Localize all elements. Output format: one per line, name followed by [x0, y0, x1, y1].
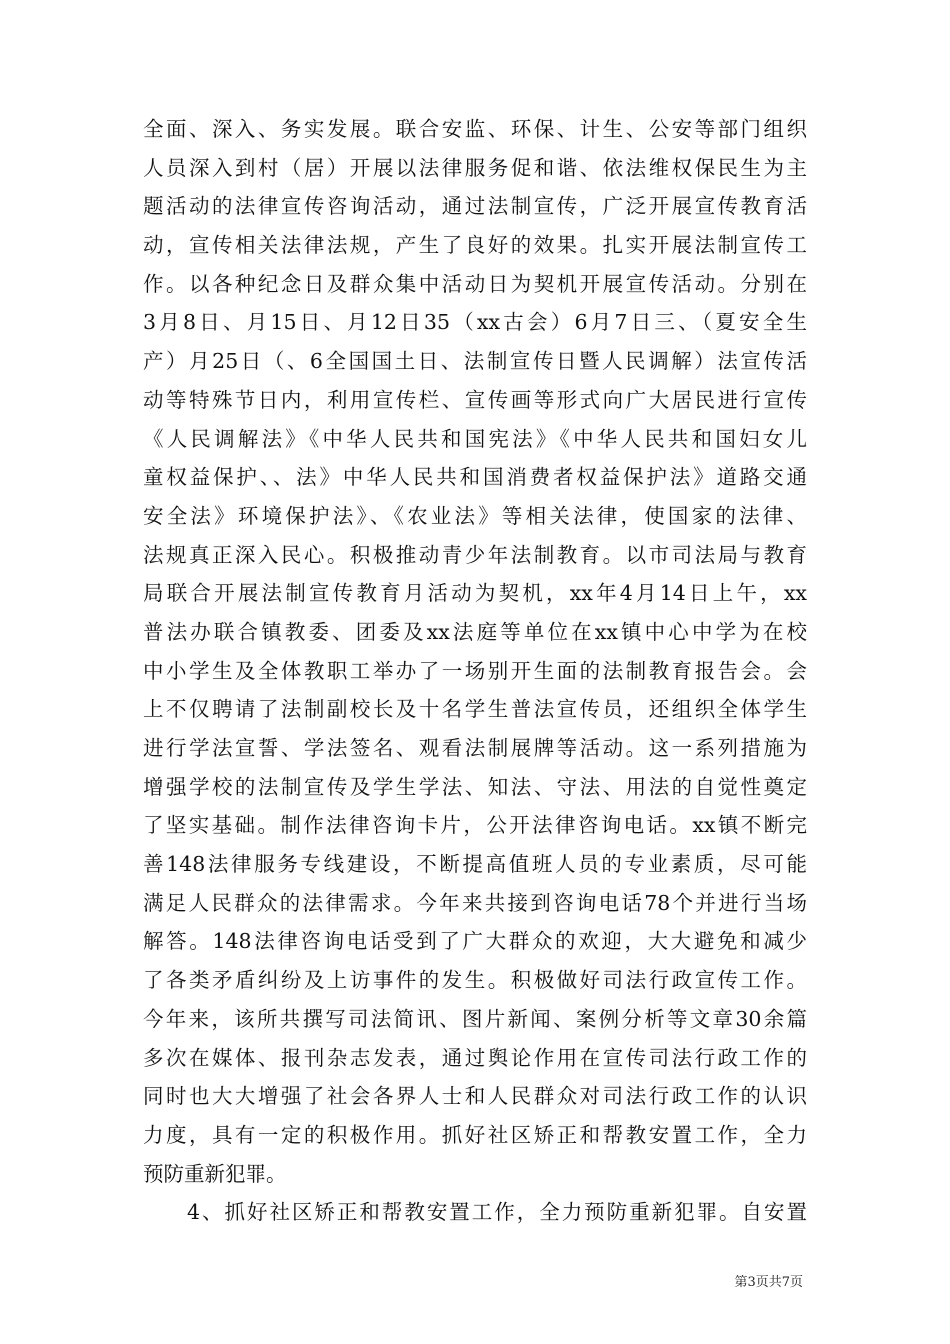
- text-line-16: 上不仅聘请了法制副校长及十名学生普法宣传员，还组织全体学生: [143, 697, 807, 722]
- text-line-1: 全面、深入、务实发展。联合安监、环保、计生、公安等部门组织: [143, 117, 807, 141]
- text-line-20: 善148法律服务专线建设，不断提高值班人员的专业素质，尽可能: [143, 852, 807, 877]
- text-line-10: 童权益保护、、法》中华人民共和国消费者权益保护法》道路交通: [143, 465, 807, 490]
- text-line-27: 力度，具有一定的积极作用。抓好社区矫正和帮教安置工作，全力: [143, 1122, 807, 1147]
- text-line-6: 3月8日、月15日、月12日35（xx古会）6月7日三、（夏安全生: [143, 310, 807, 335]
- text-line-15: 中小学生及全体教职工举办了一场别开生面的法制教育报告会。会: [143, 658, 807, 683]
- text-line-5: 作。以各种纪念日及群众集中活动日为契机开展宣传活动。分别在: [143, 271, 807, 296]
- text-line-29: 4、抓好社区矫正和帮教安置工作，全力预防重新犯罪。自安置: [187, 1200, 807, 1225]
- text-line-25: 多次在媒体、报刊杂志发表，通过舆论作用在宣传司法行政工作的: [143, 1045, 807, 1070]
- text-line-14: 普法办联合镇教委、团委及xx法庭等单位在xx镇中心中学为在校: [143, 619, 807, 644]
- text-line-7: 产）月25日（、6全国国土日、法制宣传日暨人民调解）法宣传活: [143, 349, 807, 374]
- text-line-11: 安全法》环境保护法》、《农业法》等相关法律，使国家的法律、: [143, 503, 807, 528]
- text-line-24: 今年来，该所共撰写司法简讯、图片新闻、案例分析等文章30余篇: [143, 1006, 807, 1031]
- text-line-23: 了各类矛盾纠纷及上访事件的发生。积极做好司法行政宣传工作。: [143, 968, 807, 993]
- body-text: [143, 110, 807, 1232]
- text-line-28: 预防重新犯罪。: [143, 1161, 287, 1186]
- text-line-2: 人员深入到村（居）开展以法律服务促和谐、依法维权保民生为主: [143, 155, 807, 180]
- text-line-13: 局联合开展法制宣传教育月活动为契机，xx年4月14日上午，xx: [143, 581, 807, 606]
- text-line-26: 同时也大大增强了社会各界人士和人民群众对司法行政工作的认识: [143, 1084, 807, 1109]
- text-line-8: 动等特殊节日内，利用宣传栏、宣传画等形式向广大居民进行宣传: [143, 387, 807, 412]
- text-line-12: 法规真正深入民心。积极推动青少年法制教育。以市司法局与教育: [143, 542, 807, 567]
- text-line-22: 解答。148法律咨询电话受到了广大群众的欢迎，大大避免和减少: [143, 929, 807, 954]
- text-line-19: 了坚实基础。制作法律咨询卡片，公开法律咨询电话。xx镇不断完: [143, 813, 807, 838]
- text-line-3: 题活动的法律宣传咨询活动，通过法制宣传，广泛开展宣传教育活: [143, 194, 807, 219]
- text-line-4: 动，宣传相关法律法规，产生了良好的效果。扎实开展法制宣传工: [143, 233, 807, 258]
- text-line-9: 《人民调解法》《中华人民共和国宪法》《中华人民共和国妇女儿: [143, 426, 807, 451]
- text-line-17: 进行学法宣誓、学法签名、观看法制展牌等活动。这一系列措施为: [143, 736, 807, 760]
- text-line-18: 增强学校的法制宣传及学生学法、知法、守法、用法的自觉性奠定: [143, 774, 807, 799]
- page-number-footer: 第3页共7页: [734, 1275, 803, 1290]
- text-line-21: 满足人民群众的法律需求。今年来共接到咨询电话78个并进行当场: [143, 890, 807, 915]
